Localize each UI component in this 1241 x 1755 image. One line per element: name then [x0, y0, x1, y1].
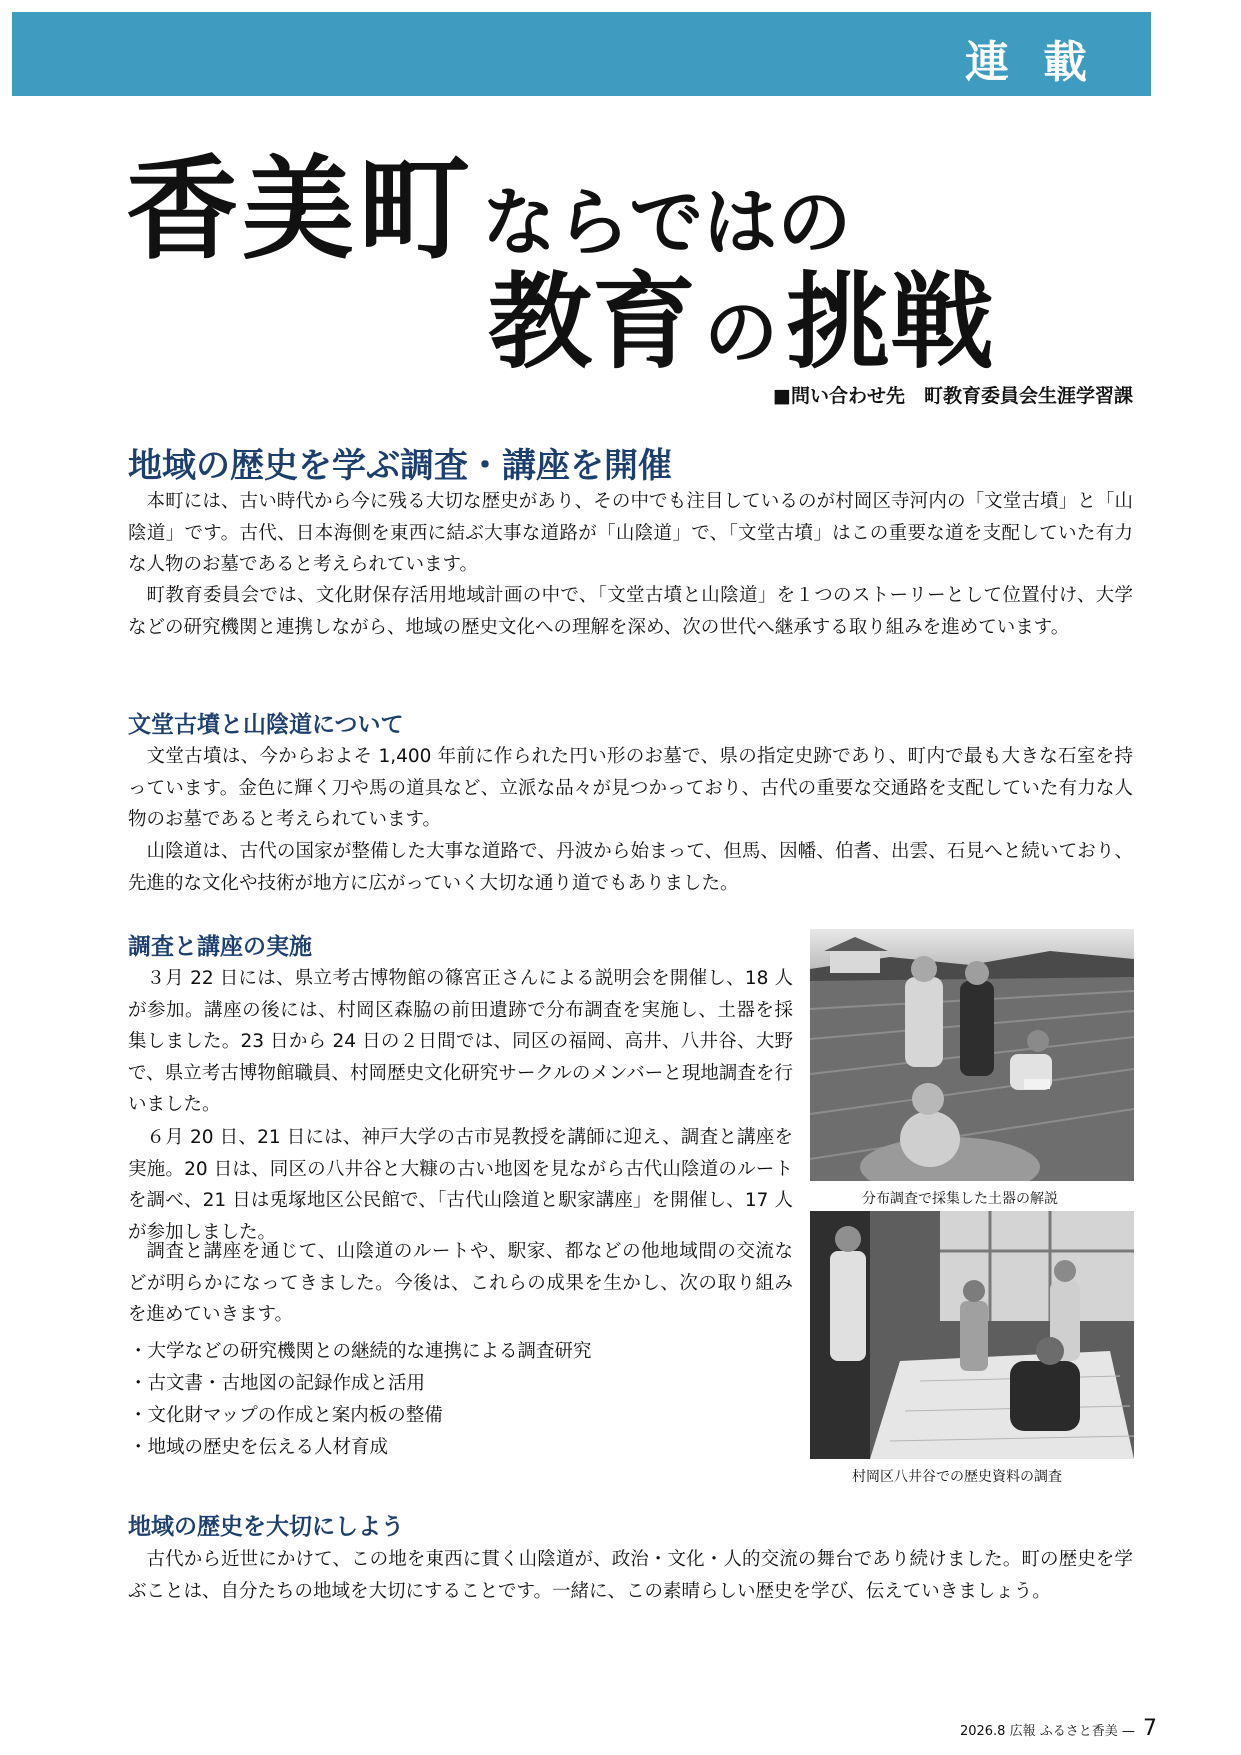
title-education: 教育: [488, 261, 697, 383]
survey-paragraph-1: ３月 22 日には、県立考古博物館の篠宮正さんによる説明会を開催し、18 人が参加。講座の後には、村岡区森脇の前田遺跡で分布調査を実施し、土器を採集しました。23 日から 24 日の２日間では、同区の福岡、高井、八井谷、大野で、県立考古博物館職員、村岡歴史文化研究サークルのメンバーと現地調査を行いました。: [128, 968, 793, 1115]
title-town-name: 香美町: [126, 145, 474, 275]
issue-label: 2026.8 広報 ふるさと香美: [959, 1724, 1118, 1739]
title-challenge: 挑戦: [786, 261, 995, 383]
survey-paragraph-3: 調査と講座を通じて、山陰道のルートや、駅家、都などの他地域間の交流などが明らかになってきました。今後は、これらの成果を生かし、次の取り組みを進めていきます。: [128, 1241, 793, 1325]
list-item: ・地域の歴史を伝える人材育成: [129, 1437, 389, 1458]
title-connector: ならではの: [482, 180, 852, 266]
contact-info: ■問い合わせ先 町教育委員会生涯学習課: [773, 385, 1133, 407]
series-header-band: [12, 12, 1151, 96]
title-particle: の: [704, 290, 779, 376]
main-paragraph-1: 本町には、古い時代から今に残る大切な歴史があり、その中でも注目しているのが村岡区寺河内の「文堂古墳」と「山陰道」です。古代、日本海側を東西に結ぶ大事な道路が「山陰道」で、「文堂古墳」はこの重要な道を支配していた有力な人物のお墓であると考えられています。: [128, 491, 1133, 575]
photo-field-survey: [810, 929, 1134, 1181]
section-survey-heading: 調査と講座の実施: [128, 933, 312, 960]
list-item: ・大学などの研究機関との継続的な連携による調査研究: [129, 1341, 592, 1362]
list-item: ・文化財マップの作成と案内板の整備: [129, 1405, 443, 1426]
about-paragraph-2: 山陰道は、古代の国家が整備した大事な道路で、丹波から始まって、但馬、因幡、伯耆、出雲、石見へと続いており、先進的な文化や技術が地方に広がっていく大切な通り道でもありました。: [128, 841, 1133, 894]
page-number: 7: [1143, 1716, 1157, 1741]
document-survey-image: [810, 1211, 1134, 1459]
survey-paragraph-2: ６月 20 日、21 日には、神戸大学の古市晃教授を講師に迎え、調査と講座を実施。20 日は、同区の八井谷と大糠の古い地図を見ながら古代山陰道のルートを調べ、21 日は兎塚地区公民館で、「古代山陰道と駅家講座」を開催し、17 人が参加しました。: [128, 1127, 793, 1243]
about-paragraph-1: 文堂古墳は、今からおよそ 1,400 年前に作られた円い形のお墓で、県の指定史跡であり、町内で最も大きな石室を持っています。金色に輝く刀や馬の道具など、立派な品々が見つかっており、古代の重要な交通路を支配していた有力な人物のお墓であると考えられています。: [128, 746, 1133, 830]
section-about-heading: 文堂古墳と山陰道について: [128, 711, 404, 738]
photo-caption-2: 村岡区八井谷での歴史資料の調査: [852, 1469, 1062, 1485]
field-survey-image: [810, 929, 1134, 1181]
section-main-heading: 地域の歴史を学ぶ調査・講座を開催: [128, 446, 672, 486]
page-footer: 2026.8 広報 ふるさと香美 — 7: [959, 1716, 1157, 1741]
main-paragraph-2: 町教育委員会では、文化財保存活用地域計画の中で、「文堂古墳と山陰道」を１つのストーリーとして位置付け、大学などの研究機関と連携しながら、地域の歴史文化への理解を深め、次の世代へ継承する取り組みを進めています。: [128, 585, 1133, 638]
photo-caption-1: 分布調査で採集した土器の解説: [862, 1191, 1058, 1207]
closing-paragraph: 古代から近世にかけて、この地を東西に貫く山陰道が、政治・文化・人的交流の舞台であり続けました。町の歴史を学ぶことは、自分たちの地域を大切にすることです。一緒に、この素晴らしい歴史を学び、伝えていきましょう。: [128, 1549, 1133, 1602]
section-closing-heading: 地域の歴史を大切にしよう: [128, 1513, 404, 1540]
series-label: 連載: [965, 37, 1121, 88]
list-item: ・古文書・古地図の記録作成と活用: [129, 1373, 426, 1394]
survey-bullet-list: [129, 1336, 592, 1464]
article-title-line2: [488, 238, 994, 388]
photo-document-survey: [810, 1211, 1134, 1459]
